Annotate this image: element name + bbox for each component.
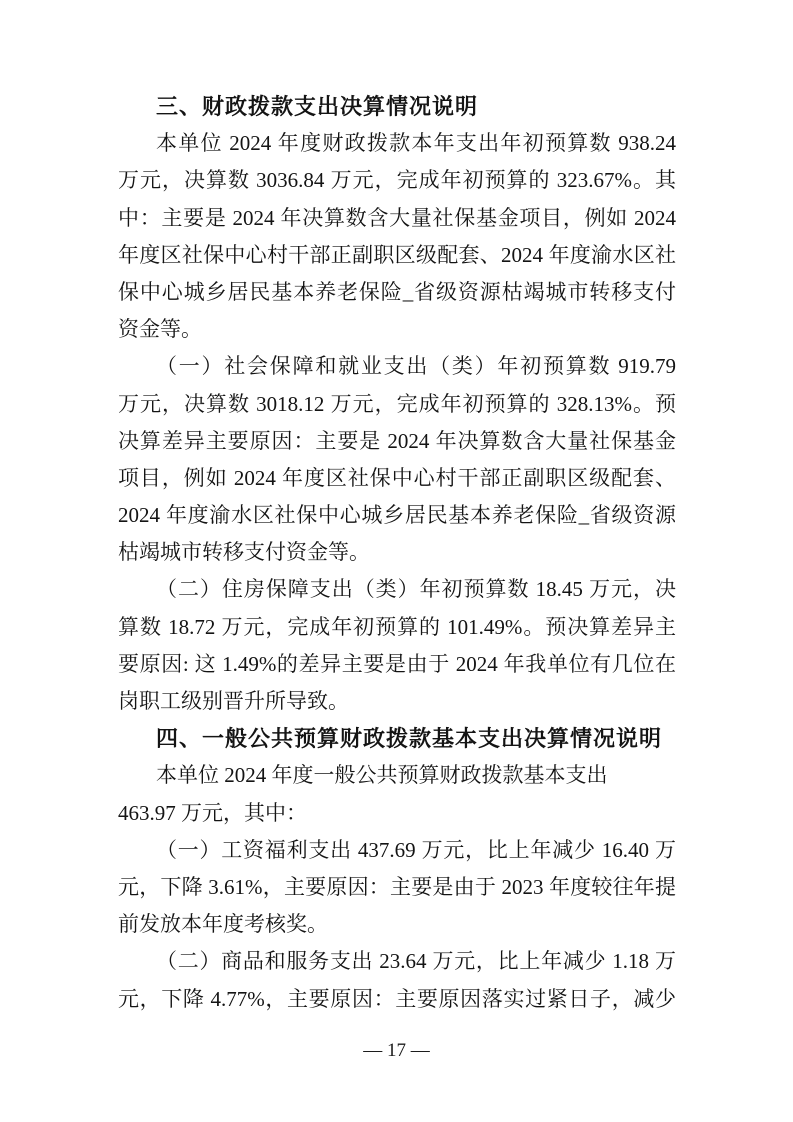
- text-line: 元，下降 3.61%，主要原因：主要是由于 2023 年度较往年提: [118, 874, 676, 899]
- text-line: （二）住房保障支出（类）年初预算数 18.45 万元，决: [156, 577, 676, 602]
- text-line: 资金等。: [118, 317, 202, 342]
- text-line: 岗职工级别晋升所导致。: [118, 689, 349, 713]
- text-line: 万元，决算数 3018.12 万元，完成年初预算的 328.13%。预: [118, 391, 676, 416]
- text-line: 中：主要是 2024 年决算数含大量社保基金项目，例如 2024: [118, 205, 676, 230]
- text-line: 本单位 2024 年度一般公共预算财政拨款基本支出: [156, 763, 608, 788]
- text-line: 枯竭城市转移支付资金等。: [118, 540, 370, 565]
- text-line: 决算差异主要原因：主要是 2024 年决算数含大量社保基金: [118, 428, 676, 453]
- text-line: （二）商品和服务支出 23.64 万元，比上年减少 1.18 万: [156, 949, 676, 974]
- section-3-heading: 三、财政拨款支出决算情况说明: [156, 94, 479, 119]
- text-line: 本单位 2024 年度财政拨款本年支出年初预算数 938.24: [156, 131, 676, 156]
- text-line: 万元，决算数 3036.84 万元，完成年初预算的 323.67%。其: [118, 168, 676, 193]
- text-line: 保中心城乡居民基本养老保险_省级资源枯竭城市转移支付: [118, 279, 676, 304]
- page-number: — 17 —: [363, 1040, 430, 1061]
- text-line: 2024 年度渝水区社保中心城乡居民基本养老保险_省级资源: [118, 503, 676, 528]
- text-line: 算数 18.72 万元，完成年初预算的 101.49%。预决算差异主: [118, 614, 676, 639]
- text-line: （一）社会保障和就业支出（类）年初预算数 919.79: [156, 354, 676, 379]
- text-line: 要原因: 这 1.49%的差异主要是由于 2024 年我单位有几位在: [118, 651, 676, 676]
- text-line: 463.97 万元，其中：: [118, 800, 307, 825]
- section-4-heading: 四、一般公共预算财政拨款基本支出决算情况说明: [156, 726, 663, 752]
- text-line: 前发放本年度考核奖。: [118, 912, 328, 937]
- text-line: 年度区社保中心村干部正副职区级配套、2024 年度渝水区社: [118, 242, 676, 267]
- text-line: （一）工资福利支出 437.69 万元，比上年减少 16.40 万: [156, 837, 676, 862]
- text-line: 项目，例如 2024 年度区社保中心村干部正副职区级配套、: [118, 465, 676, 490]
- document-body: [118, 88, 676, 1018]
- text-line: 元，下降 4.77%，主要原因：主要原因落实过紧日子，减少: [118, 986, 676, 1011]
